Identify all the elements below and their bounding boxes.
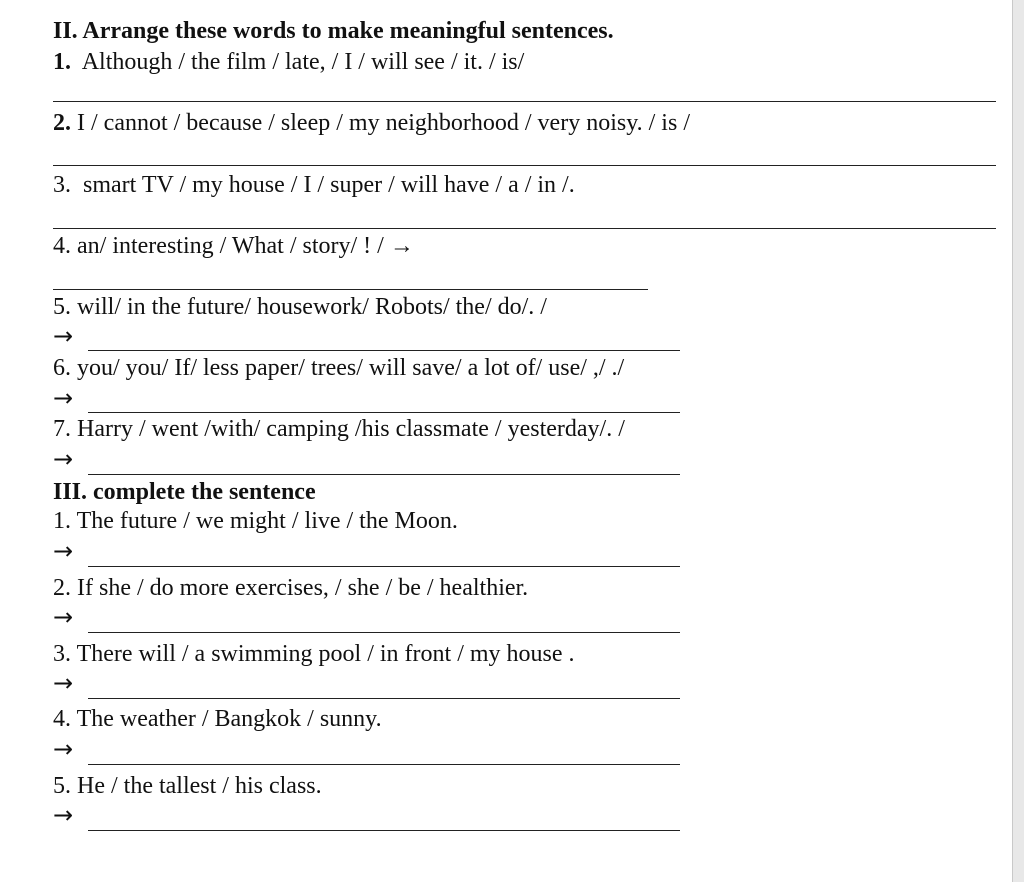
arrow-icon: → [53,384,74,412]
item-text: The future / we might / live / the Moon. [76,508,458,534]
exercise-3-item-5 [53,771,322,801]
exercise-2-item-3 [53,170,575,200]
item-number: 5. [53,294,71,320]
exercise-2-item-1 [53,47,524,77]
exercise-2-item-7 [53,414,625,444]
answer-line-3-5[interactable] [88,830,680,831]
answer-line-2-1[interactable] [53,101,996,102]
exercise-3-item-4 [53,704,382,734]
item-text: Although / the film / late, / I / will see / it. / is/ [81,49,525,75]
answer-line-3-2[interactable] [88,632,680,633]
item-number: 4. [53,233,71,259]
answer-line-3-1[interactable] [88,566,680,567]
exercise-2-item-5 [53,292,547,322]
answer-line-3-4[interactable] [88,764,680,765]
item-number: 5. [53,773,71,799]
item-text: If she / do more exercises, / she / be / healthier. [77,575,529,601]
item-text: Harry / went /with/ camping /his classmate / yesterday/. / [77,416,625,442]
item-text: He / the tallest / his class. [77,773,322,799]
exercise-2-item-6 [53,353,624,383]
answer-line-2-7[interactable] [88,474,680,475]
answer-line-2-3[interactable] [53,228,996,229]
item-number: 3. [53,172,71,198]
item-number: 7. [53,416,71,442]
item-number: 6. [53,355,71,381]
arrow-icon: → [53,322,74,350]
item-text: I / cannot / because / sleep / my neighborhood / very noisy. / is / [77,110,690,136]
answer-line-3-3[interactable] [88,698,680,699]
item-text: There will / a swimming pool / in front / my house . [76,641,575,667]
exercise-3-item-1 [53,506,458,536]
item-number: 4. [53,706,71,732]
item-number: 1. [53,508,71,534]
exercise-2-item-4 [53,231,414,261]
answer-line-2-4[interactable] [53,289,648,290]
arrow-icon: → [53,445,74,473]
page-edge [1012,0,1024,882]
section-2-heading: II. Arrange these words to make meaningful sentences. [53,18,614,44]
exercise-3-item-3 [53,639,575,669]
arrow-icon: → [53,801,74,829]
arrow-icon: → [53,537,74,565]
item-number: 2. [53,575,71,601]
item-text: an/ interesting / What / story/ ! / → [77,233,414,259]
arrow-icon: → [53,669,74,697]
section-3-heading: III. complete the sentence [53,479,316,505]
item-text: you/ you/ If/ less paper/ trees/ will save/ a lot of/ use/ ,/ ./ [77,355,625,381]
item-text: smart TV / my house / I / super / will have / a / in /. [83,172,575,198]
item-number: 1. [53,49,71,75]
answer-line-2-5[interactable] [88,350,680,351]
arrow-icon: → [53,735,74,763]
answer-line-2-6[interactable] [88,412,680,413]
item-text: will/ in the future/ housework/ Robots/ the/ do/. / [77,294,547,320]
item-number: 2. [53,110,71,136]
item-text: The weather / Bangkok / sunny. [76,706,382,732]
answer-line-2-2[interactable] [53,165,996,166]
arrow-icon: → [53,603,74,631]
exercise-2-item-2 [53,108,690,138]
exercise-3-item-2 [53,573,528,603]
item-number: 3. [53,641,71,667]
